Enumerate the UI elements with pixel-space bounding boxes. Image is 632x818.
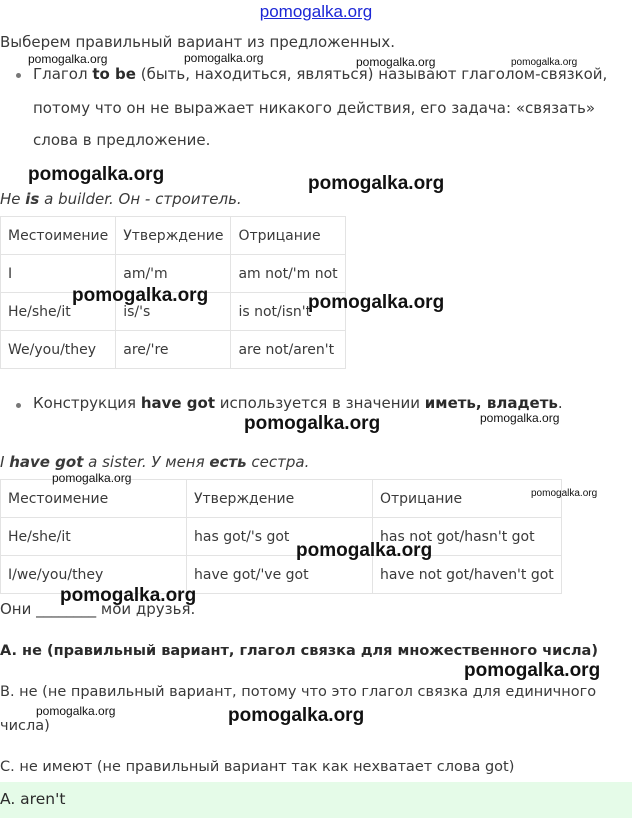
watermark: pomogalka.org — [480, 411, 560, 425]
watermark: pomogalka.org — [52, 471, 132, 485]
bullet1-line1: Глагол to be (быть, находиться, являться) называют глаголом-связкой, — [33, 65, 608, 83]
example2-text: I have got a sister. У меня есть сестра. — [0, 453, 310, 471]
answer-highlight — [0, 782, 632, 818]
watermark: pomogalka.org — [184, 51, 264, 65]
table-header-cell: Местоимение — [1, 480, 187, 518]
table-cell: have got/'ve got — [187, 556, 373, 594]
table-cell: We/you/they — [1, 331, 116, 369]
option-b-line1: B. не (не правильный вариант, потому что это глагол связка для единичного — [0, 684, 597, 700]
table-cell: is not/isn't — [231, 293, 345, 331]
watermark: pomogalka.org — [72, 285, 209, 306]
table-row — [1, 331, 346, 369]
watermark: pomogalka.org — [356, 55, 436, 69]
table-cell: have not got/haven't got — [373, 556, 562, 594]
option-b-line2: числа) — [0, 718, 50, 734]
bullet-icon — [16, 73, 21, 78]
table-header-cell: Отрицание — [373, 480, 562, 518]
question-text: Они ________ мои друзья. — [0, 600, 196, 618]
table-cell: am/'m — [116, 255, 231, 293]
watermark: pomogalka.org — [28, 52, 108, 66]
intro-text: Выберем правильный вариант из предложенных. — [0, 33, 395, 51]
table-cell: has not got/hasn't got — [373, 518, 562, 556]
bullet2-text: Конструкция have got используется в значении иметь, владеть. — [33, 394, 563, 412]
watermark: pomogalka.org — [36, 704, 116, 718]
table-header-cell: Утверждение — [187, 480, 373, 518]
watermark: pomogalka.org — [228, 705, 365, 726]
table-header-row — [1, 217, 346, 255]
answer-text: A. aren't — [0, 790, 66, 808]
bullet-icon — [16, 403, 21, 408]
option-c: C. не имеют (не правильный вариант так как нехватает слова got) — [0, 759, 515, 775]
site-header-link[interactable]: pomogalka.org — [259, 2, 373, 21]
table-cell: am not/'m not — [231, 255, 345, 293]
table-cell: I/we/you/they — [1, 556, 187, 594]
table-header-cell: Отрицание — [231, 217, 345, 255]
option-a: A. не (правильный вариант, глагол связка для множественного числа) — [0, 643, 598, 659]
table-header-cell: Местоимение — [1, 217, 116, 255]
table-header-row — [1, 480, 562, 518]
table-row — [1, 518, 562, 556]
example1-text: He is a builder. Он - строитель. — [0, 190, 242, 208]
watermark: pomogalka.org — [531, 488, 598, 499]
watermark: pomogalka.org — [308, 292, 445, 313]
table-cell: are/'re — [116, 331, 231, 369]
bullet1-line2: потому что он не выражает никакого действия, его задача: «связать» — [33, 99, 596, 117]
watermark: pomogalka.org — [244, 413, 381, 434]
table-header-cell: Утверждение — [116, 217, 231, 255]
watermark: pomogalka.org — [308, 173, 445, 194]
watermark: pomogalka.org — [28, 164, 165, 185]
watermark: pomogalka.org — [60, 585, 197, 606]
have-got-table — [0, 479, 562, 594]
table-cell: He/she/it — [1, 518, 187, 556]
table-cell: has got/'s got — [187, 518, 373, 556]
watermark: pomogalka.org — [296, 540, 433, 561]
watermark: pomogalka.org — [464, 660, 601, 681]
table-cell: I — [1, 255, 116, 293]
bullet1-line3: слова в предложение. — [33, 131, 211, 149]
table-cell: He/she/it — [1, 293, 116, 331]
watermark: pomogalka.org — [511, 57, 578, 68]
table-cell: are not/aren't — [231, 331, 345, 369]
table-cell: is/'s — [116, 293, 231, 331]
